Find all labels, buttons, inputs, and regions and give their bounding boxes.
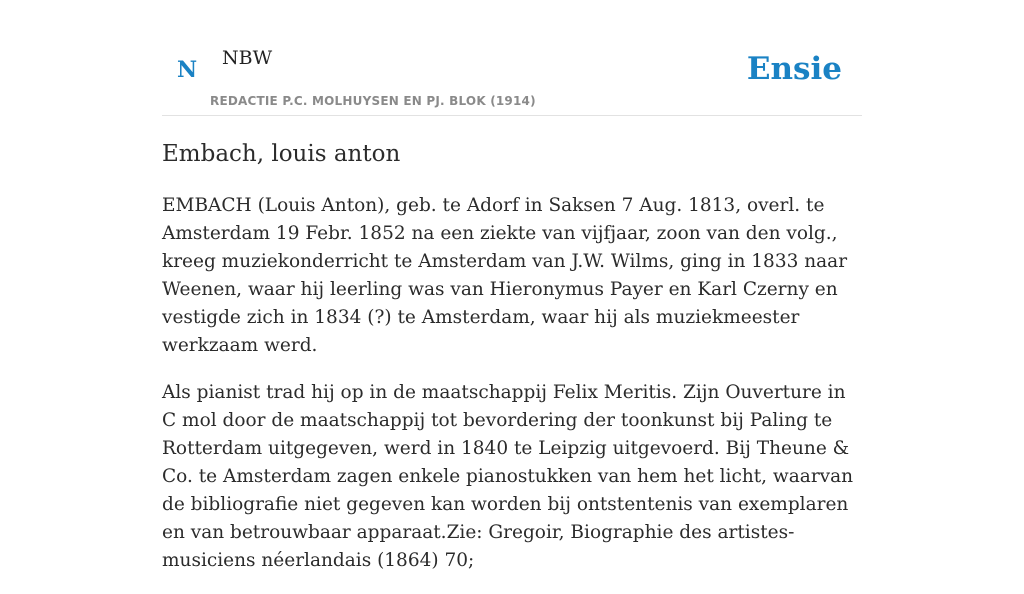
page-header — [162, 0, 862, 116]
source-title[interactable]: NBW — [222, 47, 273, 69]
entry-title: Embach, louis anton — [162, 141, 401, 167]
entry-body — [162, 192, 862, 594]
entry-paragraph: Als pianist trad hij op in de maatschappij Felix Meritis. Zijn Ouverture in C mol door de maatschappij tot bevordering der toonkunst bij Paling te Rotterdam uitgegeven, werd in 1840 te Leipzig uitgevoerd. Bij Theune & Co. te Amsterdam zagen enkele pianostukken van hem het licht, waarvan de bibliografie niet gegeven kan worden bij ontstentenis van exemplaren en van betrouwbaar apparaat.Zie: Gregoir, Biographie des artistes-musiciens néerlandais (1864) 70; — [162, 382, 854, 571]
source-editors: REDACTIE P.C. MOLHUYSEN EN PJ. BLOK (1914) — [210, 94, 536, 108]
brand-logo[interactable]: Ensie — [746, 51, 842, 87]
source-logo-icon[interactable]: N — [177, 57, 198, 83]
entry-paragraph: EMBACH (Louis Anton), geb. te Adorf in Saksen 7 Aug. 1813, overl. te Amsterdam 19 Febr. 1852 na een ziekte van vijfjaar, zoon van den volg., kreeg muziekonderricht te Amsterdam van J.W. Wilms, ging in 1833 naar Weenen, waar hij leerling was van Hieronymus Payer en Karl Czerny en vestigde zich in 1834 (?) te Amsterdam, waar hij als muziekmeester werkzaam werd. — [162, 195, 848, 356]
